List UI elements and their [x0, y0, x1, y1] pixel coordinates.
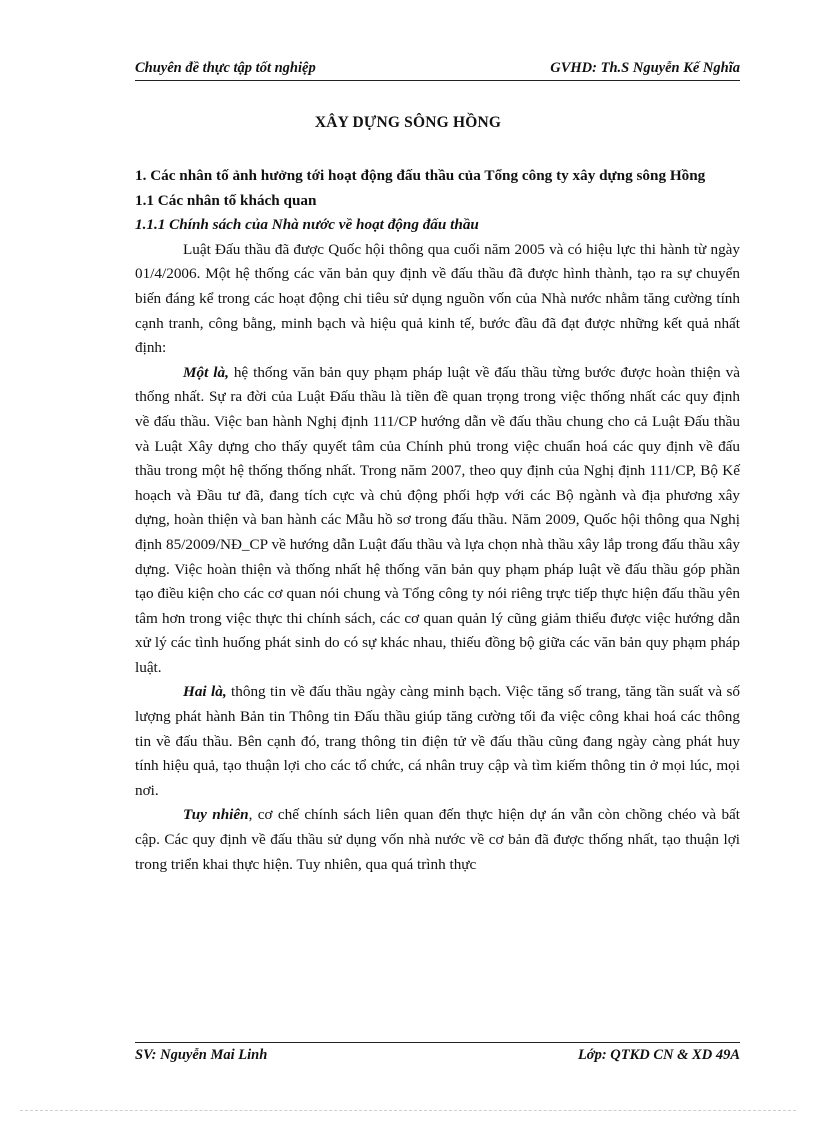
paragraph-text: hệ thống văn bản quy phạm pháp luật về đấu thầu từng bước được hoàn thiện và thống nhất. Sự ra đời của Luật Đấu thầu là tiền đề quan trọng trong việc thống nhất các quy định về đấu thầu. Việc ban hành Nghị định 111/CP hướng dẫn về đấu thầu chung cho cả Luật Đấu thầu và Luật Xây dựng cho thấy quyết tâm của Chính phủ trong việc chuẩn hoá các quy định về đấu thầu trong một hệ thống thống nhất. Trong năm 2007, theo quy định của Nghị định 111/CP, Bộ Kế hoạch và Đầu tư đã, đang tích cực và chủ động phối hợp với các Bộ ngành và địa phương xây dựng, hoàn thiện và ban hành các Mẫu hồ sơ trong đấu thầu. Năm 2009, Quốc hội thông qua Nghị định 85/2009/NĐ_CP về hướng dẫn Luật đấu thầu và lựa chọn nhà thầu xây lắp trong đấu thầu xây dựng. Việc hoàn thiện và thống nhất hệ thống văn bản quy phạm pháp luật về đấu thầu góp phần tạo điều kiện cho các cơ quan nói chung và Tổng công ty nói riêng trực tiếp thực hiện đấu thầu yên tâm hơn trong việc thực thi chính sách, các cơ quan quản lý cũng giảm thiểu được việc hướng dẫn xử lý các tình huống phát sinh do có sự khác nhau, thiếu đồng bộ giữa các văn bản quy phạm pháp luật. [135, 363, 740, 676]
header-supervisor: GVHD: Th.S Nguyễn Kế Nghĩa [550, 60, 740, 76]
section-heading-1-1: 1.1 Các nhân tố khách quan [135, 191, 317, 209]
paragraph-first-point [135, 361, 740, 681]
paragraph-text: , cơ chế chính sách liên quan đến thực hiện dự án vẫn còn chồng chéo và bất cập. Các quy định về đấu thầu sử dụng vốn nhà nước về cơ bản đã được thống nhất, tạo thuận lợi trong triển khai thực hiện. Tuy nhiên, qua quá trình thực [135, 806, 740, 873]
footer-student: SV: Nguyễn Mai Linh [135, 1047, 268, 1063]
paragraph-lead: Tuy nhiên [183, 806, 249, 824]
paragraph-text: thông tin về đấu thầu ngày càng minh bạch. Việc tăng số trang, tăng tần suất và số lượng phát hành Bản tin Thông tin Đấu thầu giúp tăng cường tối đa việc công khai hoá các thông tin về đấu thầu. Bên cạnh đó, trang thông tin điện tử về đấu thầu cũng đang ngày càng phát huy tính hiệu quả, tạo thuận lợi cho các tổ chức, cá nhân truy cập và tìm kiếm thông tin ở mọi lúc, mọi nơi. [135, 683, 740, 799]
page-footer [135, 1042, 740, 1069]
paragraph-second-point [135, 680, 740, 803]
paragraph-however [135, 803, 740, 877]
footer-class: Lớp: QTKD CN & XD 49A [577, 1047, 740, 1063]
page-header [135, 58, 740, 81]
document-body [135, 164, 740, 877]
page-title: XÂY DỰNG SÔNG HỒNG [314, 114, 502, 131]
paragraph-lead: Một là, [183, 363, 229, 381]
section-heading-1-1-1: 1.1.1 Chính sách của Nhà nước về hoạt động đấu thầu [135, 216, 479, 234]
paragraph-text: Luật Đấu thầu đã được Quốc hội thông qua cuối năm 2005 và có hiệu lực thi hành từ ngày 01/4/2006. Một hệ thống các văn bản quy định về đấu thầu đã được hình thành, tạo ra sự chuyển biến đáng kể trong các hoạt động chi tiêu sử dụng nguồn vốn của Nhà nước nhằm tăng cường tính cạnh tranh, công bằng, minh bạch và hiệu quả kinh tế, bước đầu đã đạt được những kết quả nhất định: [135, 240, 740, 357]
header-document-type: Chuyên đề thực tập tốt nghiệp [135, 60, 316, 76]
page-boundary-divider [20, 1110, 796, 1111]
paragraph-intro [135, 238, 740, 361]
section-heading-1: 1. Các nhân tố ảnh hưởng tới hoạt động đấu thầu của Tổng công ty xây dựng sông Hồng [135, 167, 706, 184]
paragraph-lead: Hai là, [183, 683, 227, 701]
